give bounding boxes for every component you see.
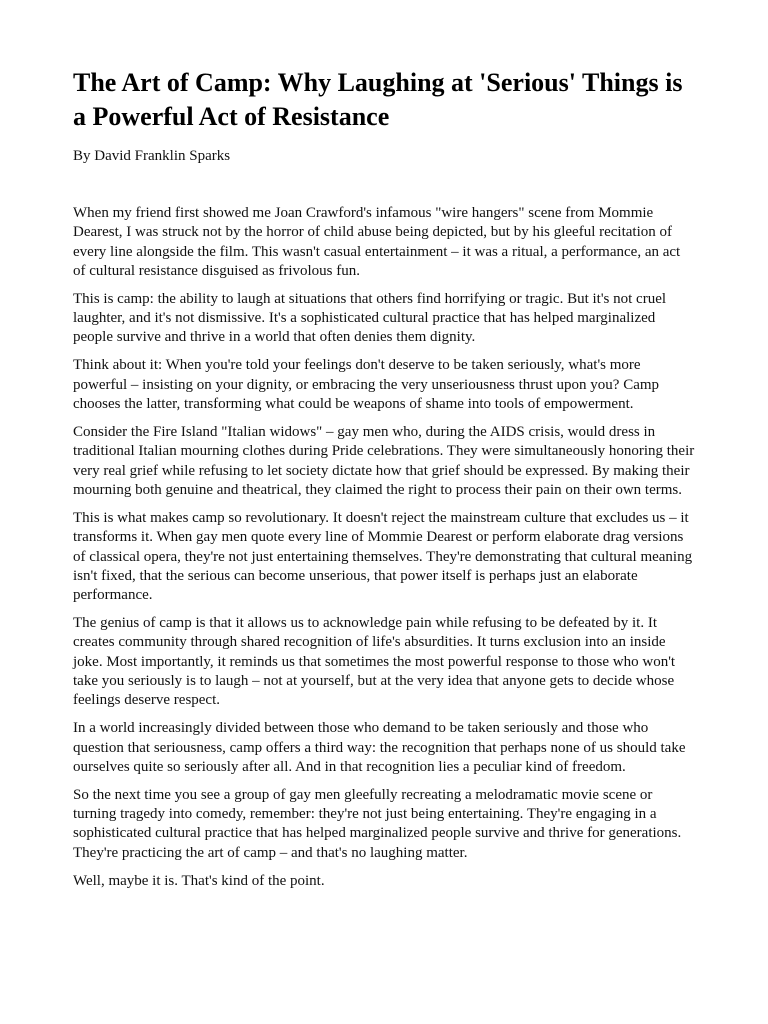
article-paragraph: Well, maybe it is. That's kind of the point. xyxy=(73,872,325,889)
article-paragraph: When my friend first showed me Joan Crawford's infamous "wire hangers" scene from Mommie Dearest, I was struck not by the horror of child abuse being depicted, but by his gleeful recitation of every line alongside the film. This wasn't casual entertainment – it was a ritual, a performance, an act of cultural resistance disguised as frivolous fun. xyxy=(73,205,681,279)
article-paragraph: So the next time you see a group of gay men gleefully recreating a melodramatic movie scene or turning tragedy into comedy, remember: they're not just being entertaining. They're engaging in a sophisticated cultural practice that has helped marginalized people survive and thrive for generations. They're practicing the art of camp – and that's no laughing matter. xyxy=(73,786,682,861)
article-paragraph: The genius of camp is that it allows us to acknowledge pain while refusing to be defeated by it. It creates community through shared recognition of life's absurdities. It turns exclusion into an inside joke. Most importantly, it reminds us that sometimes the most powerful response to those who won't take you seriously is to laugh – not at yourself, but at the very idea that anyone gets to decide whose feelings deserve respect. xyxy=(73,615,676,709)
article-paragraph: This is what makes camp so revolutionary. It doesn't reject the mainstream culture that excludes us – it transforms it. When gay men quote every line of Mommie Dearest or perform elaborate drag versions of classical opera, they're not just entertaining themselves. They're demonstrating that cultural meaning isn't fixed, that the serious can become unserious, that power itself is perhaps just an elaborate performance. xyxy=(73,509,693,604)
article-title: The Art of Camp: Why Laughing at 'Serious' Things is a Powerful Act of Resistance xyxy=(73,68,683,131)
article-paragraph: This is camp: the ability to laugh at situations that others find horrifying or tragic. But it's not cruel laughter, and it's not dismissive. It's a sophisticated cultural practice that has helped marginalized people survive and thrive in a world that often denies them dignity. xyxy=(73,290,667,346)
article-paragraph: In a world increasingly divided between those who demand to be taken seriously and those who question that seriousness, camp offers a third way: the recognition that perhaps none of us should take ourselves quite so seriously after all. And in that recognition lies a peculiar kind of freedom. xyxy=(73,720,686,775)
article-byline: By David Franklin Sparks xyxy=(73,148,231,164)
article-body xyxy=(73,204,696,891)
article-paragraph: Think about it: When you're told your feelings don't deserve to be taken seriously, what's more powerful – insisting on your dignity, or embracing the very unseriousness thrust upon you? Camp chooses the latter, transforming what could be weapons of shame into tools of empowerment. xyxy=(73,357,660,413)
article-paragraph: Consider the Fire Island "Italian widows" – gay men who, during the AIDS crisis, would dress in traditional Italian mourning clothes during Pride celebrations. They were simultaneously honoring their very real grief while refusing to let society dictate how that grief should be expressed. By making their mourning both genuine and theatrical, they claimed the right to process their pain on their own terms. xyxy=(73,424,695,498)
